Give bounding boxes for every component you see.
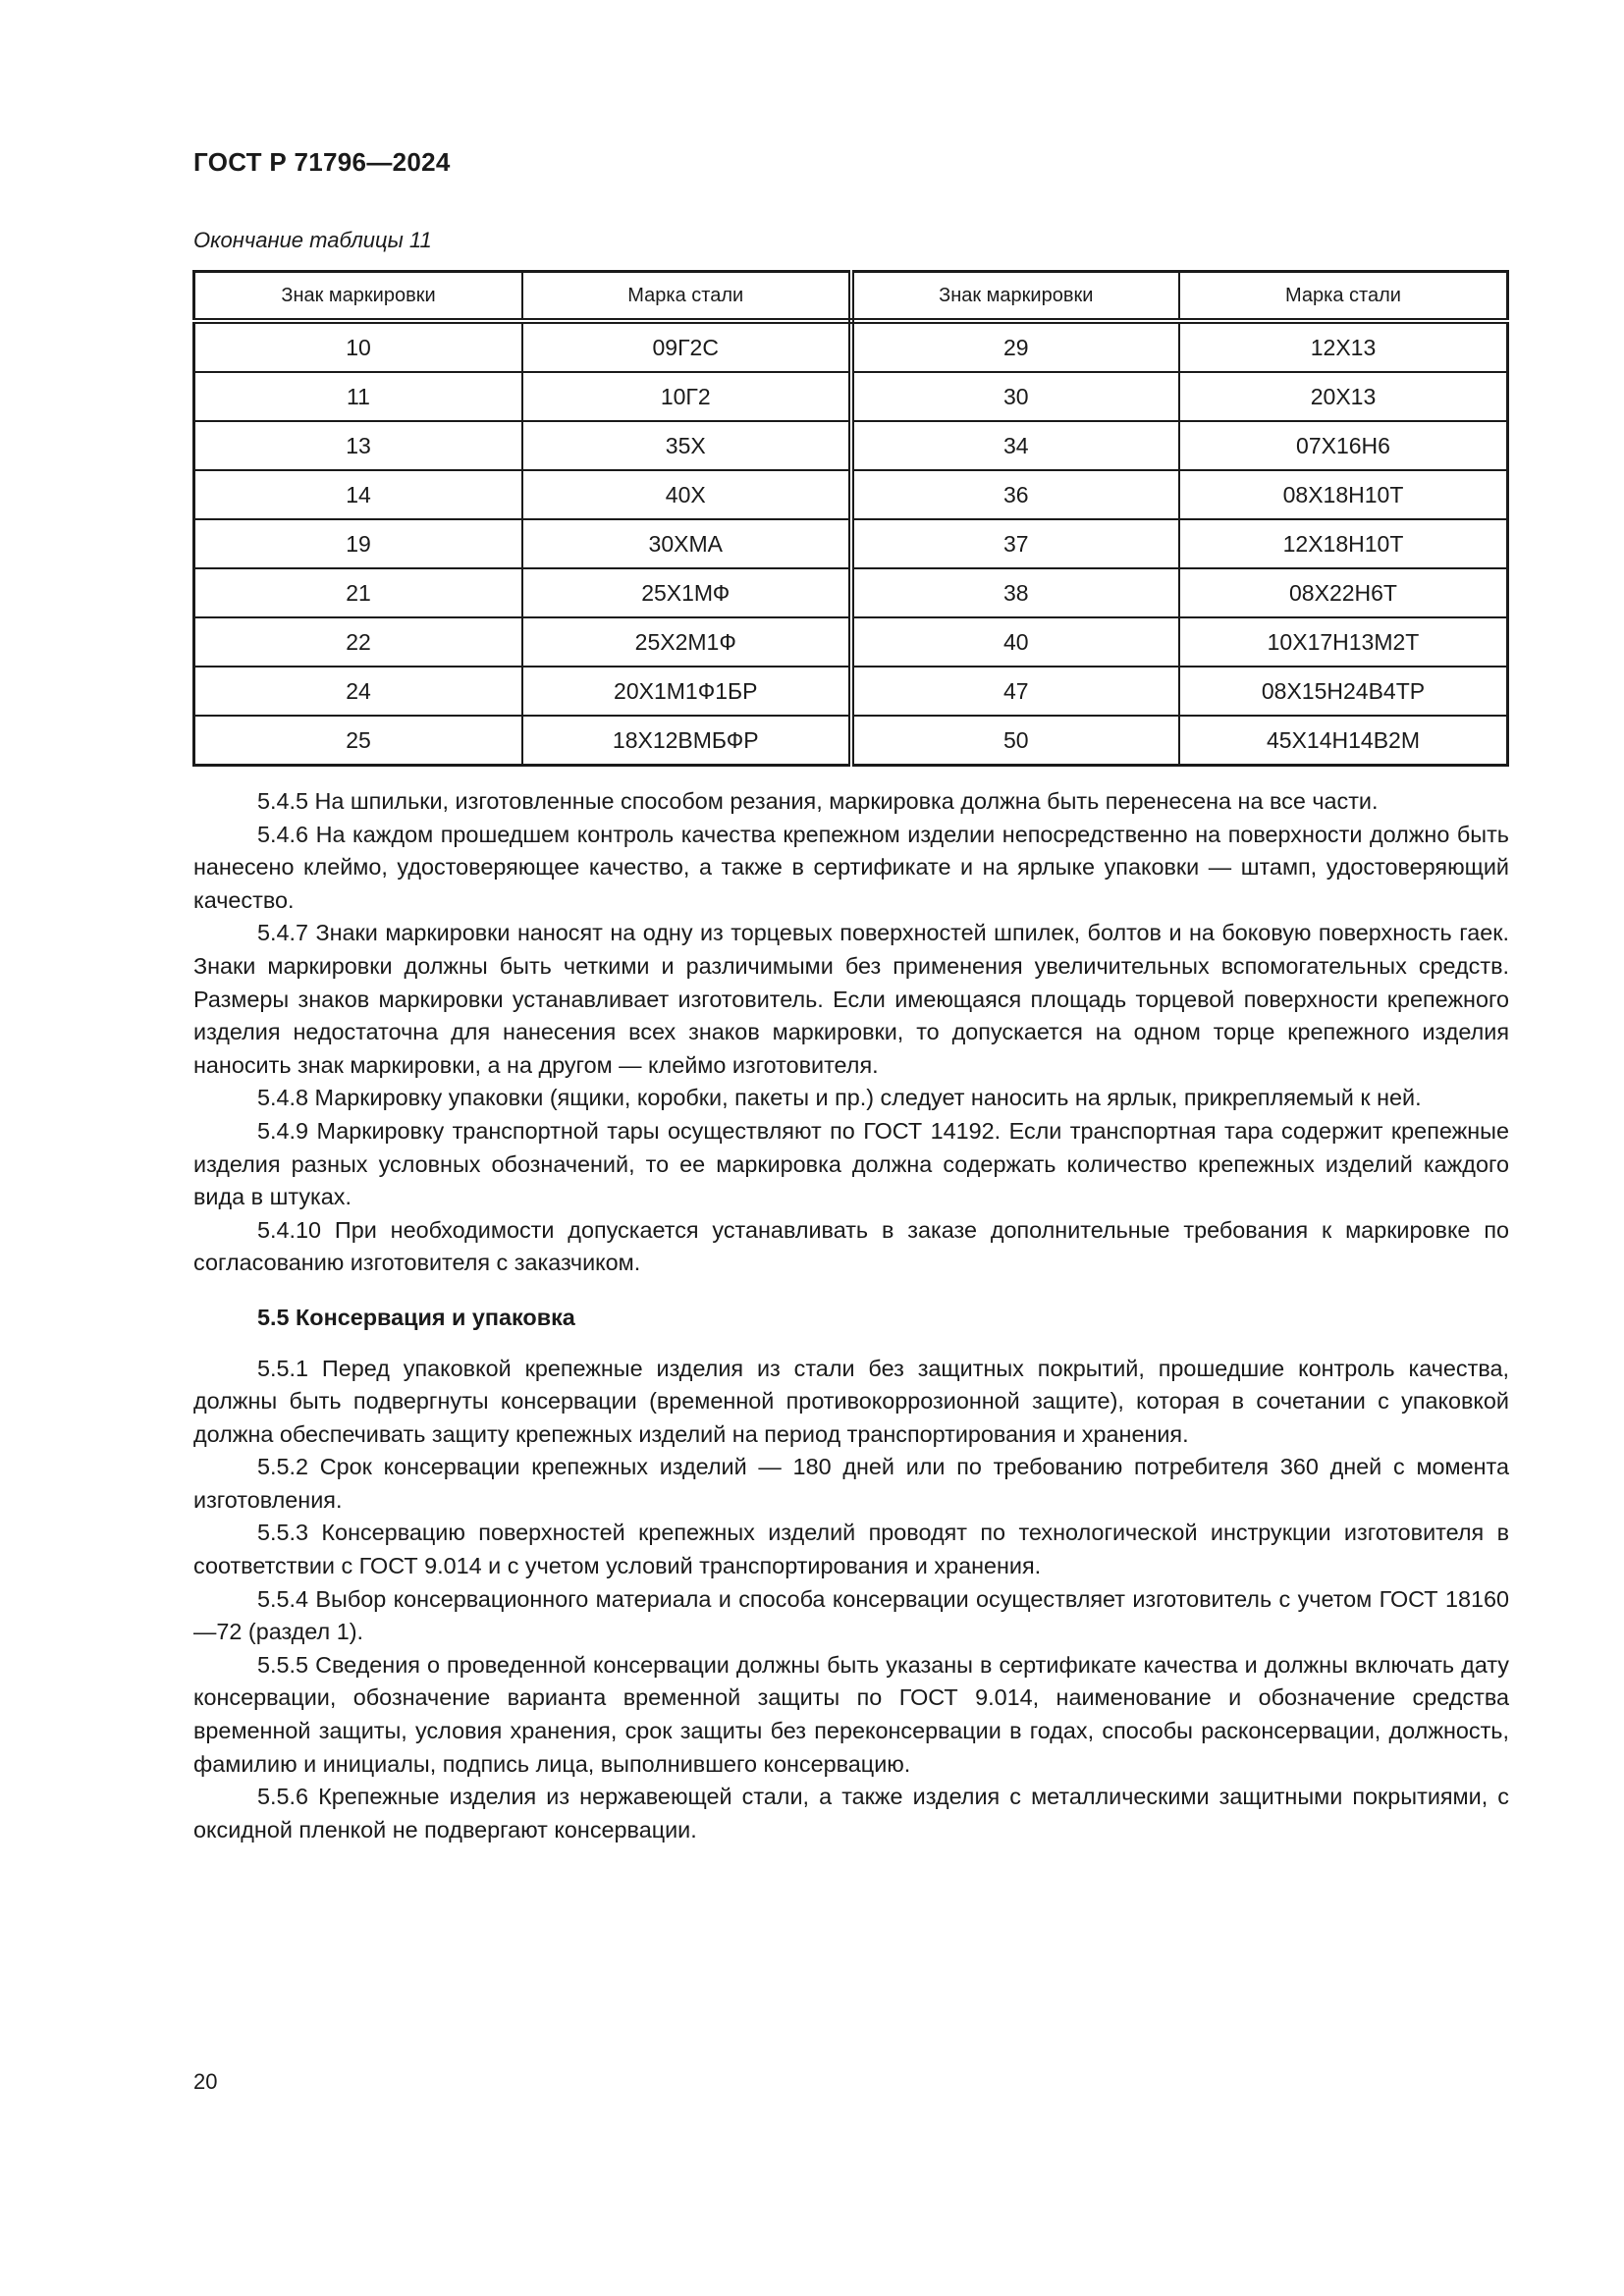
table-row <box>194 667 1508 716</box>
marking-sign-cell: 40 <box>851 617 1180 667</box>
steel-grade-cell: 35Х <box>522 421 851 470</box>
paragraph-5-4-9: 5.4.9 Маркировку транспортной тары осуществляют по ГОСТ 14192. Если транспортная тара содержит крепежные изделия разных условных обозначений, то ее маркировка должна содержать количество крепежных изделий каждого вида в штуках. <box>193 1117 1509 1210</box>
table-row <box>194 421 1508 470</box>
steel-grade-cell: 25Х2М1Ф <box>522 617 851 667</box>
marking-sign-cell: 29 <box>851 321 1180 372</box>
steel-grade-cell: 30ХМА <box>522 519 851 568</box>
paragraph-5-4-7: 5.4.7 Знаки маркировки наносят на одну из торцевых поверхностей шпилек, болтов и на боковую поверхность гаек. Знаки маркировки должны быть четкими и различимыми без применения увеличительных вспомогательных средств. Размеры знаков маркировки устанавливает изготовитель. Если имеющаяся площадь торцевой поверхности крепежного изделия недостаточна для нанесения всех знаков маркировки, то допускается на одном торце крепежного изделия наносить знак маркировки, а на другом — клеймо изготовителя. <box>193 920 1509 1078</box>
marking-sign-cell: 13 <box>194 421 523 470</box>
steel-grade-cell: 20Х13 <box>1179 372 1508 421</box>
column-header-steel-grade: Марка стали <box>1179 272 1508 322</box>
marking-table-container <box>192 270 1509 767</box>
marking-sign-cell: 22 <box>194 617 523 667</box>
table-row <box>194 716 1508 766</box>
marking-sign-cell: 25 <box>194 716 523 766</box>
column-header-steel-grade: Марка стали <box>522 272 851 322</box>
document-body <box>193 785 1509 1846</box>
document-header: ГОСТ Р 71796—2024 <box>193 147 451 177</box>
paragraph-5-4-5: 5.4.5 На шпильки, изготовленные способом резания, маркировка должна быть перенесена на все части. <box>257 788 1379 814</box>
marking-sign-cell: 24 <box>194 667 523 716</box>
steel-grade-cell: 12Х13 <box>1179 321 1508 372</box>
steel-grade-cell: 45Х14Н14В2М <box>1179 716 1508 766</box>
paragraph-5-5-4: 5.5.4 Выбор консервационного материала и способа консервации осуществляет изготовитель с учетом ГОСТ 18160—72 (раздел 1). <box>193 1585 1509 1645</box>
table-row <box>194 519 1508 568</box>
paragraph-5-4-8: 5.4.8 Маркировку упаковки (ящики, коробки, пакеты и пр.) следует наносить на ярлык, прикрепляемый к ней. <box>257 1085 1422 1111</box>
column-header-marking-sign: Знак маркировки <box>194 272 523 322</box>
steel-grade-cell: 12Х18Н10Т <box>1179 519 1508 568</box>
marking-sign-cell: 36 <box>851 470 1180 519</box>
marking-sign-cell: 47 <box>851 667 1180 716</box>
paragraph-5-5-5: 5.5.5 Сведения о проведенной консервации должны быть указаны в сертификате качества и должны включать дату консервации, обозначение варианта временной защиты по ГОСТ 9.014, наименование и обозначение средства временной защиты, условия хранения, срок защиты без переконсервации в годах, способы расконсервации, должность, фамилию и инициалы, подпись лица, выполнившего консервацию. <box>193 1651 1509 1777</box>
steel-grade-cell: 08Х22Н6Т <box>1179 568 1508 617</box>
steel-grade-cell: 40Х <box>522 470 851 519</box>
table-row <box>194 372 1508 421</box>
marking-sign-cell: 34 <box>851 421 1180 470</box>
marking-sign-cell: 19 <box>194 519 523 568</box>
paragraph-5-5-1: 5.5.1 Перед упаковкой крепежные изделия из стали без защитных покрытий, прошедшие контроль качества, должны быть подвергнуты консервации (временной противокоррозионной защите), которая в сочетании с упаковкой должна обеспечивать защиту крепежных изделий на период транспортирования и хранения. <box>193 1355 1509 1447</box>
paragraph-5-4-6: 5.4.6 На каждом прошедшем контроль качества крепежном изделии непосредственно на поверхности должно быть нанесено клеймо, удостоверяющее качество, а также в сертификате и на ярлыке упаковки — штамп, удостоверяющий качество. <box>193 821 1509 913</box>
marking-steel-table <box>192 270 1509 767</box>
steel-grade-cell: 25Х1МФ <box>522 568 851 617</box>
page-number: 20 <box>193 2069 218 2094</box>
table-row <box>194 568 1508 617</box>
steel-grade-cell: 18Х12ВМБФР <box>522 716 851 766</box>
table-row <box>194 321 1508 372</box>
table-header-row <box>194 272 1508 322</box>
table-row <box>194 617 1508 667</box>
steel-grade-cell: 08Х18Н10Т <box>1179 470 1508 519</box>
marking-sign-cell: 10 <box>194 321 523 372</box>
steel-grade-cell: 08Х15Н24В4ТР <box>1179 667 1508 716</box>
column-header-marking-sign: Знак маркировки <box>851 272 1180 322</box>
steel-grade-cell: 09Г2С <box>522 321 851 372</box>
paragraph-5-5-2: 5.5.2 Срок консервации крепежных изделий — 180 дней или по требованию потребителя 360 дней с момента изготовления. <box>193 1454 1509 1513</box>
marking-sign-cell: 37 <box>851 519 1180 568</box>
table-caption: Окончание таблицы 11 <box>193 228 432 252</box>
section-heading-5-5: 5.5 Консервация и упаковка <box>257 1304 575 1330</box>
paragraph-5-5-3: 5.5.3 Консервацию поверхностей крепежных изделий проводят по технологической инструкции изготовителя в соответствии с ГОСТ 9.014 и с учетом условий транспортирования и хранения. <box>193 1520 1509 1579</box>
steel-grade-cell: 10Х17Н13М2Т <box>1179 617 1508 667</box>
marking-sign-cell: 21 <box>194 568 523 617</box>
marking-sign-cell: 30 <box>851 372 1180 421</box>
paragraph-5-4-10: 5.4.10 При необходимости допускается устанавливать в заказе дополнительные требования к маркировке по согласованию изготовителя с заказчиком. <box>193 1216 1509 1276</box>
marking-sign-cell: 11 <box>194 372 523 421</box>
marking-sign-cell: 50 <box>851 716 1180 766</box>
paragraph-5-5-6: 5.5.6 Крепежные изделия из нержавеющей стали, а также изделия с металлическими защитными покрытиями, с оксидной пленкой не подвергают консервации. <box>193 1784 1509 1842</box>
steel-grade-cell: 10Г2 <box>522 372 851 421</box>
marking-sign-cell: 14 <box>194 470 523 519</box>
table-row <box>194 470 1508 519</box>
marking-sign-cell: 38 <box>851 568 1180 617</box>
steel-grade-cell: 07Х16Н6 <box>1179 421 1508 470</box>
steel-grade-cell: 20Х1М1Ф1БР <box>522 667 851 716</box>
